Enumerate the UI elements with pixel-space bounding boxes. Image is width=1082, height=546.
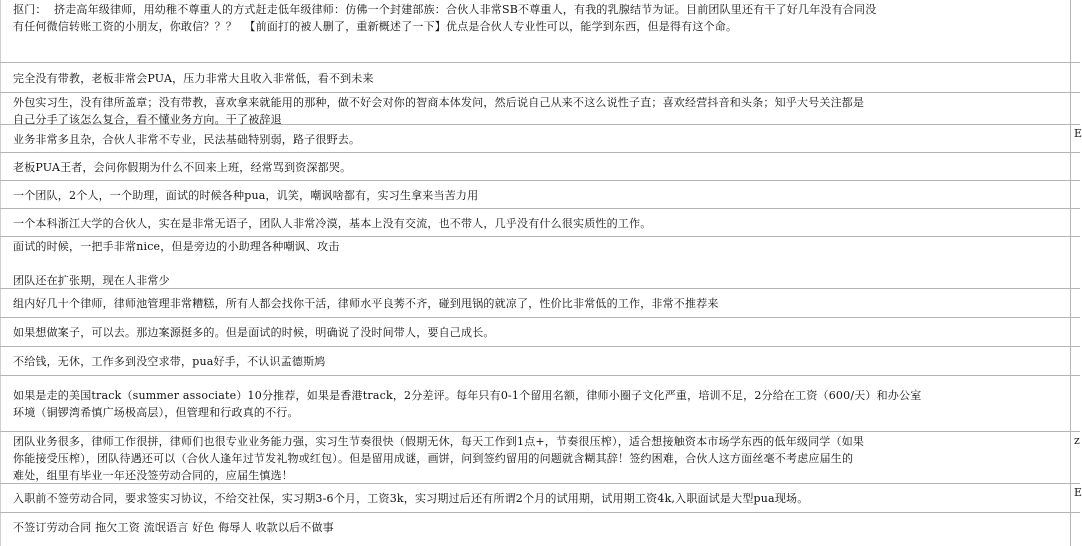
next-column-cell[interactable]: [1071, 513, 1080, 546]
cell-line: 环境（铜锣湾希慎广场极高层），但管理和行政真的不行。: [13, 406, 299, 419]
next-column-cell[interactable]: [1071, 289, 1080, 317]
review-cell[interactable]: [0, 484, 1071, 512]
cell-line: 面试的时候，一把手非常nice，但是旁边的小助理各种嘲讽、攻击: [13, 240, 340, 253]
table-row[interactable]: [0, 93, 1080, 125]
cell-line: 有任何微信转账工资的小朋友，你敢信？？？ 【前面打的被人删了，重新概述了一下】优点是合伙人专业性可以，能学到东西，但是得有这个命。: [13, 20, 738, 33]
table-row[interactable]: [0, 376, 1080, 432]
review-cell[interactable]: [0, 513, 1071, 546]
cell-line: 团队业务很多，律师工作很拼，律师们也很专业业务能力强，实习生节奏很快（假期无休，每天工作到1点+，节奏很压榨），适合想接触资本市场学东西的低年级同学（如果: [13, 435, 865, 448]
cell-edge-text: E: [1074, 486, 1082, 499]
next-column-cell[interactable]: [1071, 318, 1080, 346]
cell-line: 不签订劳动合同 拖欠工资 流氓语言 好色 侮辱人 收款以后不做事: [13, 521, 334, 534]
review-cell[interactable]: [0, 63, 1071, 92]
table-row[interactable]: [0, 63, 1080, 93]
table-row[interactable]: [0, 347, 1080, 376]
table-row[interactable]: [0, 209, 1080, 237]
next-column-cell[interactable]: [1071, 63, 1080, 92]
cell-line: 业务非常多且杂，合伙人非常不专业，民法基础特别弱，路子很野去。: [13, 133, 361, 146]
cell-line: 组内好几十个律师，律师池管理非常糟糕，所有人都会找你干活，律师水平良莠不齐，碰到甩锅的就凉了，性价比非常低的工作，非常不推荐来: [13, 297, 719, 310]
cell-line: 一个团队，2个人，一个助理，面试的时候各种pua，讥笑，嘲讽啥都有，实习生拿来当苦力用: [13, 189, 479, 202]
review-cell[interactable]: [0, 181, 1071, 208]
cell-line: 你能接受压榨），团队待遇还可以（合伙人逢年过节发礼物或红包）。但是留用成谜，画饼，问到签约留用的问题就含糊其辞！签约困难，合伙人这方面丝毫不考虑应届生的: [13, 452, 854, 465]
review-cell[interactable]: [0, 93, 1071, 124]
table-row[interactable]: [0, 289, 1080, 318]
review-cell[interactable]: [0, 289, 1071, 317]
cell-line: 不给钱，无休，工作多到没空求带，pua好手，不认识孟德斯鸠: [13, 355, 326, 368]
review-cell[interactable]: [0, 209, 1071, 236]
review-cell[interactable]: [0, 153, 1071, 180]
cell-blank-line: [13, 255, 1066, 272]
next-column-cell[interactable]: [1071, 125, 1080, 152]
next-column-cell[interactable]: [1071, 432, 1080, 483]
review-cell[interactable]: [0, 125, 1071, 152]
review-cell[interactable]: [0, 432, 1071, 483]
cell-edge-text: E: [1074, 127, 1082, 140]
table-row[interactable]: [0, 125, 1080, 153]
cell-line: 一个本科浙江大学的合伙人，实在是非常无语子，团队人非常冷漠，基本上没有交流，也不带人，几乎没有什么很实质性的工作。: [13, 217, 652, 230]
next-column-cell[interactable]: [1071, 153, 1080, 180]
table-row[interactable]: [0, 484, 1080, 513]
review-cell[interactable]: [0, 376, 1071, 431]
next-column-cell[interactable]: [1071, 181, 1080, 208]
table-row[interactable]: [0, 153, 1080, 181]
next-column-cell[interactable]: [1071, 0, 1080, 62]
next-column-cell[interactable]: [1071, 376, 1080, 431]
cell-line: 如果想做案子，可以去。那边案源挺多的。但是面试的时候，明确说了没时间带人，要自己成长。: [13, 326, 495, 339]
cell-line: 完全没有带教，老板非常会PUA，压力非常大且收入非常低，看不到未来: [13, 72, 374, 85]
next-column-cell[interactable]: [1071, 237, 1080, 288]
cell-line: 入职前不签劳动合同，要求签实习协议，不给交社保，实习期3-6个月，工资3k，实习期过后还有所谓2个月的试用期，试用期工资4k,入职面试是大型pua现场。: [13, 492, 809, 505]
table-row[interactable]: [0, 181, 1080, 209]
review-cell[interactable]: [0, 0, 1071, 62]
review-cell[interactable]: [0, 318, 1071, 346]
table-row[interactable]: [0, 432, 1080, 484]
cell-line: 老板PUA王者，会问你假期为什么不回来上班，经常骂到资深都哭。: [13, 161, 352, 174]
cell-line: 难处，组里有毕业一年还没签劳动合同的，应届生慎选！: [13, 469, 293, 482]
cell-line: 如果是走的美国track（summer associate）10分推荐，如果是香港track，2分差评。每年只有0-1个留用名额，律师小圈子文化严重，培训不足，2分给在工资（600/天）和办公室: [13, 389, 922, 402]
next-column-cell[interactable]: [1071, 347, 1080, 375]
next-column-cell[interactable]: [1071, 93, 1080, 124]
review-cell[interactable]: [0, 347, 1071, 375]
cell-line: 团队还在扩张期，现在人非常少: [13, 274, 170, 287]
cell-line: 外包实习生，没有律所盖章；没有带教，喜欢拿来就能用的那种，做不好会对你的智商本体发问，然后说自己从来不这么说性子直；喜欢经营抖音和头条；知乎大号关注都是: [13, 96, 865, 109]
next-column-cell[interactable]: [1071, 209, 1080, 236]
cell-line: 自己分手了该怎么复合，看不懂业务方向。干了被辞退: [13, 113, 282, 126]
table-row[interactable]: [0, 237, 1080, 289]
review-cell[interactable]: [0, 237, 1071, 288]
next-column-cell[interactable]: [1071, 484, 1080, 512]
table-row[interactable]: [0, 513, 1080, 546]
cell-edge-text: z: [1074, 434, 1080, 447]
cell-line: 抠门： 挤走高年级律师，用幼稚不尊重人的方式赶走低年级律师：仿佛一个封建部族：合伙人非常SB不尊重人，有我的乳腺结节为证。目前团队里还有干了好几年没有合同没: [13, 3, 877, 16]
table-row[interactable]: [0, 318, 1080, 347]
table-row[interactable]: [0, 0, 1080, 63]
